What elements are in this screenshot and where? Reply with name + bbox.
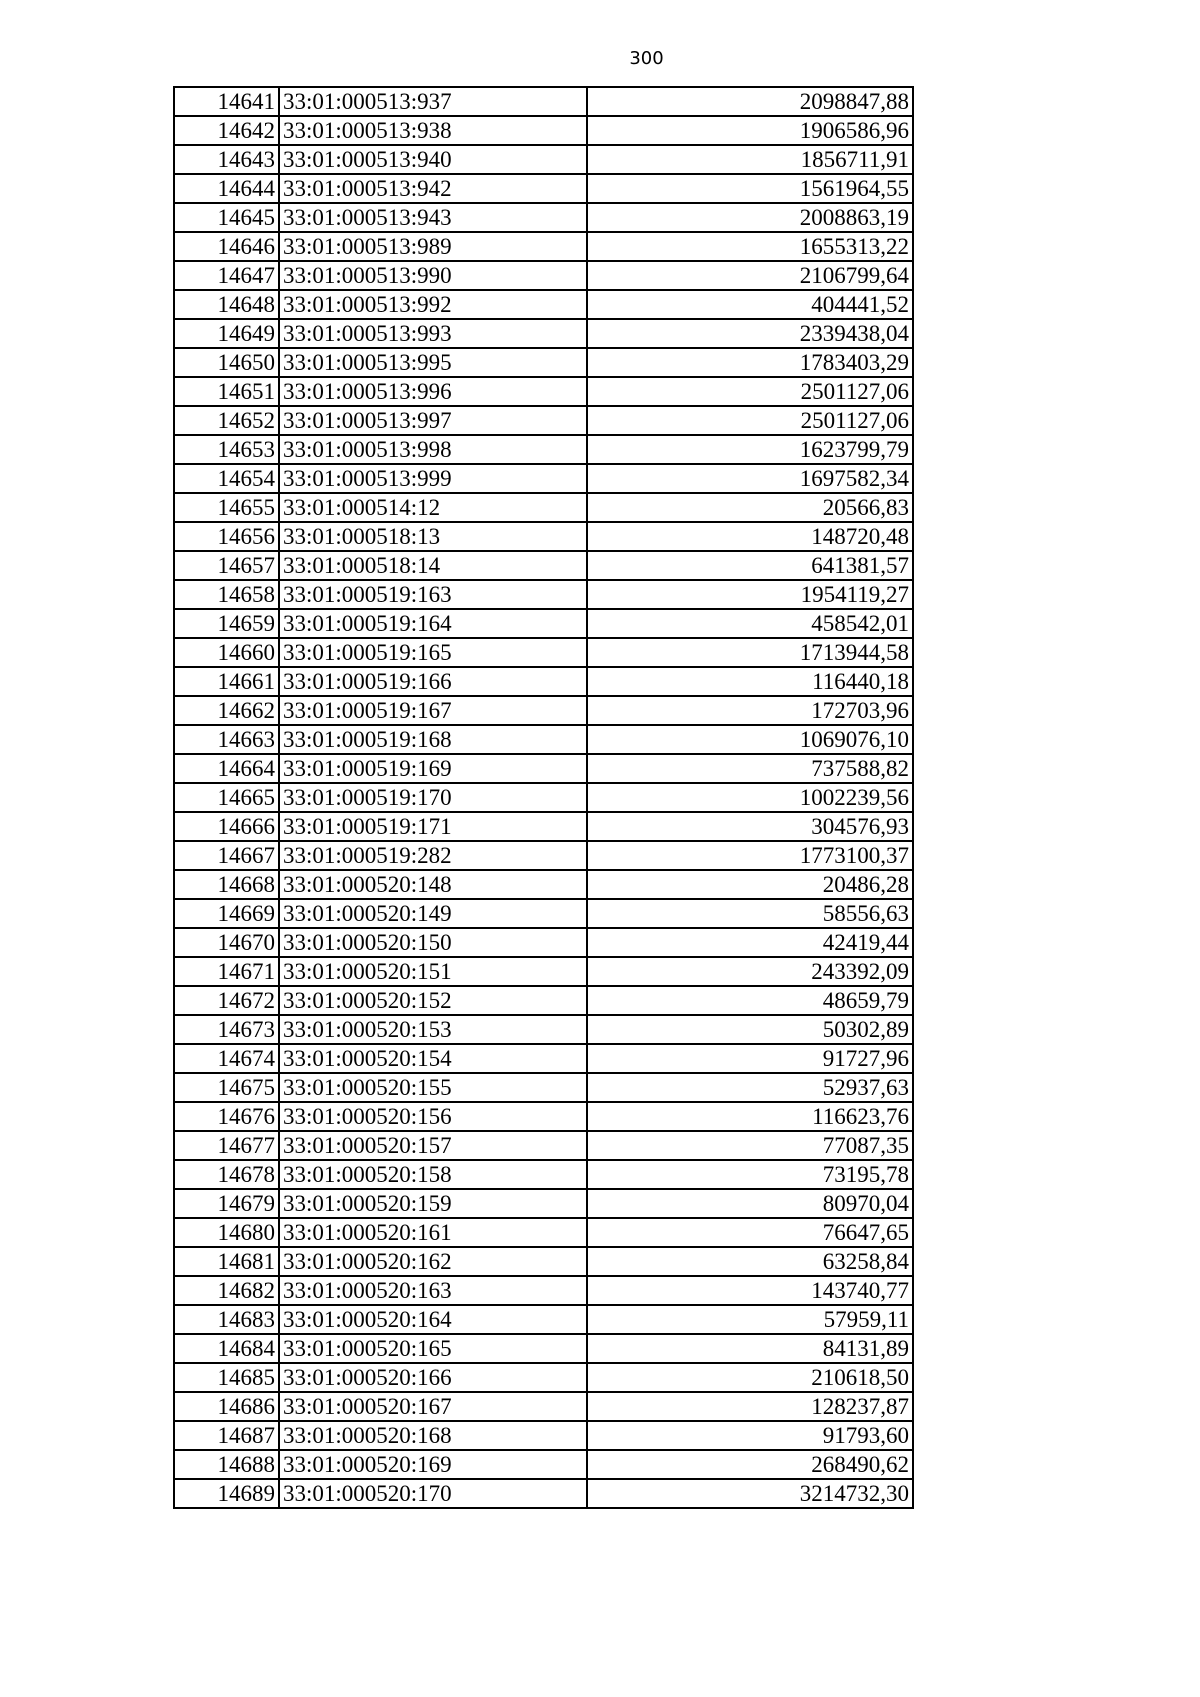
row-number-cell: 14646 bbox=[174, 232, 279, 261]
cadastral-number-cell: 33:01:000513:992 bbox=[279, 290, 587, 319]
cadastral-value-cell: 2501127,06 bbox=[587, 406, 913, 435]
cadastral-number-cell: 33:01:000513:940 bbox=[279, 145, 587, 174]
row-number-cell: 14687 bbox=[174, 1421, 279, 1450]
table-row bbox=[174, 986, 913, 1015]
cadastral-value-cell: 2106799,64 bbox=[587, 261, 913, 290]
row-number-cell: 14647 bbox=[174, 261, 279, 290]
cadastral-value-cell: 3214732,30 bbox=[587, 1479, 913, 1508]
cadastral-number-cell: 33:01:000513:997 bbox=[279, 406, 587, 435]
table-row bbox=[174, 667, 913, 696]
table-row bbox=[174, 841, 913, 870]
cadastral-number-cell: 33:01:000520:166 bbox=[279, 1363, 587, 1392]
row-number-cell: 14662 bbox=[174, 696, 279, 725]
cadastral-value-cell: 116623,76 bbox=[587, 1102, 913, 1131]
row-number-cell: 14674 bbox=[174, 1044, 279, 1073]
row-number-cell: 14641 bbox=[174, 87, 279, 116]
cadastral-number-cell: 33:01:000513:942 bbox=[279, 174, 587, 203]
cadastral-number-cell: 33:01:000520:163 bbox=[279, 1276, 587, 1305]
cadastral-number-cell: 33:01:000513:938 bbox=[279, 116, 587, 145]
row-number-cell: 14669 bbox=[174, 899, 279, 928]
table-row bbox=[174, 174, 913, 203]
table-row bbox=[174, 290, 913, 319]
cadastral-number-cell: 33:01:000519:282 bbox=[279, 841, 587, 870]
row-number-cell: 14679 bbox=[174, 1189, 279, 1218]
table-row bbox=[174, 1305, 913, 1334]
cadastral-number-cell: 33:01:000513:943 bbox=[279, 203, 587, 232]
cadastral-value-cell: 1906586,96 bbox=[587, 116, 913, 145]
cadastral-value-cell: 1623799,79 bbox=[587, 435, 913, 464]
cadastral-value-cell: 737588,82 bbox=[587, 754, 913, 783]
table-row bbox=[174, 1421, 913, 1450]
row-number-cell: 14678 bbox=[174, 1160, 279, 1189]
cadastral-value-cell: 58556,63 bbox=[587, 899, 913, 928]
table-row bbox=[174, 1102, 913, 1131]
row-number-cell: 14650 bbox=[174, 348, 279, 377]
cadastral-value-cell: 2501127,06 bbox=[587, 377, 913, 406]
row-number-cell: 14683 bbox=[174, 1305, 279, 1334]
table-row bbox=[174, 1392, 913, 1421]
table-row bbox=[174, 116, 913, 145]
cadastral-number-cell: 33:01:000520:153 bbox=[279, 1015, 587, 1044]
cadastral-number-cell: 33:01:000520:154 bbox=[279, 1044, 587, 1073]
row-number-cell: 14654 bbox=[174, 464, 279, 493]
table-row bbox=[174, 435, 913, 464]
table-row bbox=[174, 319, 913, 348]
cadastral-number-cell: 33:01:000520:161 bbox=[279, 1218, 587, 1247]
table-row bbox=[174, 1247, 913, 1276]
table-row bbox=[174, 464, 913, 493]
cadastral-value-cell: 20566,83 bbox=[587, 493, 913, 522]
cadastral-value-cell: 63258,84 bbox=[587, 1247, 913, 1276]
cadastral-number-cell: 33:01:000519:170 bbox=[279, 783, 587, 812]
cadastral-value-cell: 116440,18 bbox=[587, 667, 913, 696]
cadastral-value-cell: 1773100,37 bbox=[587, 841, 913, 870]
cadastral-number-cell: 33:01:000513:990 bbox=[279, 261, 587, 290]
cadastral-value-cell: 2098847,88 bbox=[587, 87, 913, 116]
table-row bbox=[174, 232, 913, 261]
cadastral-number-cell: 33:01:000520:165 bbox=[279, 1334, 587, 1363]
cadastral-value-cell: 48659,79 bbox=[587, 986, 913, 1015]
row-number-cell: 14680 bbox=[174, 1218, 279, 1247]
table-row bbox=[174, 377, 913, 406]
cadastral-value-cell: 128237,87 bbox=[587, 1392, 913, 1421]
cadastral-value-cell: 52937,63 bbox=[587, 1073, 913, 1102]
cadastral-number-cell: 33:01:000520:159 bbox=[279, 1189, 587, 1218]
table-row bbox=[174, 406, 913, 435]
page-number: 300 bbox=[629, 48, 664, 69]
cadastral-value-cell: 1069076,10 bbox=[587, 725, 913, 754]
row-number-cell: 14667 bbox=[174, 841, 279, 870]
row-number-cell: 14670 bbox=[174, 928, 279, 957]
cadastral-number-cell: 33:01:000520:164 bbox=[279, 1305, 587, 1334]
table-row bbox=[174, 1044, 913, 1073]
row-number-cell: 14658 bbox=[174, 580, 279, 609]
table-row bbox=[174, 1479, 913, 1508]
cadastral-number-cell: 33:01:000514:12 bbox=[279, 493, 587, 522]
cadastral-number-cell: 33:01:000520:152 bbox=[279, 986, 587, 1015]
table-row bbox=[174, 551, 913, 580]
cadastral-value-cell: 458542,01 bbox=[587, 609, 913, 638]
table-row bbox=[174, 812, 913, 841]
table-row bbox=[174, 87, 913, 116]
cadastral-number-cell: 33:01:000520:170 bbox=[279, 1479, 587, 1508]
cadastral-number-cell: 33:01:000520:155 bbox=[279, 1073, 587, 1102]
cadastral-number-cell: 33:01:000518:13 bbox=[279, 522, 587, 551]
row-number-cell: 14688 bbox=[174, 1450, 279, 1479]
cadastral-value-cell: 91727,96 bbox=[587, 1044, 913, 1073]
cadastral-number-cell: 33:01:000518:14 bbox=[279, 551, 587, 580]
cadastral-number-cell: 33:01:000519:169 bbox=[279, 754, 587, 783]
cadastral-value-cell: 1783403,29 bbox=[587, 348, 913, 377]
cadastral-number-cell: 33:01:000520:157 bbox=[279, 1131, 587, 1160]
table-row bbox=[174, 1073, 913, 1102]
row-number-cell: 14657 bbox=[174, 551, 279, 580]
cadastral-value-cell: 2339438,04 bbox=[587, 319, 913, 348]
row-number-cell: 14656 bbox=[174, 522, 279, 551]
cadastral-value-cell: 20486,28 bbox=[587, 870, 913, 899]
row-number-cell: 14652 bbox=[174, 406, 279, 435]
row-number-cell: 14682 bbox=[174, 1276, 279, 1305]
cadastral-number-cell: 33:01:000520:162 bbox=[279, 1247, 587, 1276]
cadastral-number-cell: 33:01:000520:156 bbox=[279, 1102, 587, 1131]
cadastral-number-cell: 33:01:000513:989 bbox=[279, 232, 587, 261]
table-row bbox=[174, 783, 913, 812]
cadastral-value-cell: 42419,44 bbox=[587, 928, 913, 957]
row-number-cell: 14660 bbox=[174, 638, 279, 667]
cadastral-value-cell: 50302,89 bbox=[587, 1015, 913, 1044]
table-row bbox=[174, 754, 913, 783]
row-number-cell: 14675 bbox=[174, 1073, 279, 1102]
row-number-cell: 14642 bbox=[174, 116, 279, 145]
cadastral-number-cell: 33:01:000520:158 bbox=[279, 1160, 587, 1189]
cadastral-number-cell: 33:01:000519:166 bbox=[279, 667, 587, 696]
row-number-cell: 14686 bbox=[174, 1392, 279, 1421]
table-row bbox=[174, 1450, 913, 1479]
cadastral-number-cell: 33:01:000519:168 bbox=[279, 725, 587, 754]
row-number-cell: 14676 bbox=[174, 1102, 279, 1131]
cadastral-value-cell: 404441,52 bbox=[587, 290, 913, 319]
cadastral-number-cell: 33:01:000519:167 bbox=[279, 696, 587, 725]
table-row bbox=[174, 638, 913, 667]
row-number-cell: 14644 bbox=[174, 174, 279, 203]
cadastral-number-cell: 33:01:000519:165 bbox=[279, 638, 587, 667]
cadastral-value-cell: 91793,60 bbox=[587, 1421, 913, 1450]
row-number-cell: 14663 bbox=[174, 725, 279, 754]
table-row bbox=[174, 609, 913, 638]
table-row bbox=[174, 1131, 913, 1160]
cadastral-number-cell: 33:01:000519:171 bbox=[279, 812, 587, 841]
cadastral-number-cell: 33:01:000513:937 bbox=[279, 87, 587, 116]
cadastral-number-cell: 33:01:000513:996 bbox=[279, 377, 587, 406]
table-row bbox=[174, 899, 913, 928]
cadastral-value-cell: 73195,78 bbox=[587, 1160, 913, 1189]
table-row bbox=[174, 928, 913, 957]
row-number-cell: 14677 bbox=[174, 1131, 279, 1160]
table-row bbox=[174, 870, 913, 899]
cadastral-value-cell: 1655313,22 bbox=[587, 232, 913, 261]
row-number-cell: 14655 bbox=[174, 493, 279, 522]
cadastral-value-cell: 57959,11 bbox=[587, 1305, 913, 1334]
cadastral-value-cell: 80970,04 bbox=[587, 1189, 913, 1218]
row-number-cell: 14673 bbox=[174, 1015, 279, 1044]
table-row bbox=[174, 580, 913, 609]
row-number-cell: 14653 bbox=[174, 435, 279, 464]
row-number-cell: 14684 bbox=[174, 1334, 279, 1363]
cadastral-value-cell: 1713944,58 bbox=[587, 638, 913, 667]
cadastral-value-cell: 304576,93 bbox=[587, 812, 913, 841]
row-number-cell: 14668 bbox=[174, 870, 279, 899]
table-row bbox=[174, 493, 913, 522]
table-row bbox=[174, 1218, 913, 1247]
table-row bbox=[174, 261, 913, 290]
row-number-cell: 14661 bbox=[174, 667, 279, 696]
table-row bbox=[174, 145, 913, 174]
cadastral-value-cell: 143740,77 bbox=[587, 1276, 913, 1305]
row-number-cell: 14681 bbox=[174, 1247, 279, 1276]
row-number-cell: 14648 bbox=[174, 290, 279, 319]
row-number-cell: 14671 bbox=[174, 957, 279, 986]
cadastral-value-cell: 84131,89 bbox=[587, 1334, 913, 1363]
table-row bbox=[174, 1189, 913, 1218]
cadastral-number-cell: 33:01:000519:163 bbox=[279, 580, 587, 609]
table-row bbox=[174, 696, 913, 725]
row-number-cell: 14664 bbox=[174, 754, 279, 783]
cadastral-number-cell: 33:01:000520:168 bbox=[279, 1421, 587, 1450]
row-number-cell: 14672 bbox=[174, 986, 279, 1015]
cadastral-value-cell: 243392,09 bbox=[587, 957, 913, 986]
cadastral-number-cell: 33:01:000520:169 bbox=[279, 1450, 587, 1479]
cadastral-value-cell: 1954119,27 bbox=[587, 580, 913, 609]
cadastral-number-cell: 33:01:000513:999 bbox=[279, 464, 587, 493]
table-row bbox=[174, 522, 913, 551]
table-body bbox=[174, 87, 913, 1508]
cadastral-value-cell: 1561964,55 bbox=[587, 174, 913, 203]
cadastral-value-cell: 1697582,34 bbox=[587, 464, 913, 493]
row-number-cell: 14689 bbox=[174, 1479, 279, 1508]
cadastral-value-cell: 1856711,91 bbox=[587, 145, 913, 174]
row-number-cell: 14645 bbox=[174, 203, 279, 232]
cadastral-value-cell: 76647,65 bbox=[587, 1218, 913, 1247]
cadastral-value-cell: 641381,57 bbox=[587, 551, 913, 580]
cadastral-number-cell: 33:01:000513:993 bbox=[279, 319, 587, 348]
row-number-cell: 14665 bbox=[174, 783, 279, 812]
table-row bbox=[174, 1276, 913, 1305]
table-row bbox=[174, 1160, 913, 1189]
table-row bbox=[174, 725, 913, 754]
cadastral-value-table bbox=[173, 86, 914, 1509]
table-row bbox=[174, 348, 913, 377]
table-row bbox=[174, 1334, 913, 1363]
row-number-cell: 14649 bbox=[174, 319, 279, 348]
row-number-cell: 14666 bbox=[174, 812, 279, 841]
cadastral-number-cell: 33:01:000520:167 bbox=[279, 1392, 587, 1421]
cadastral-value-cell: 210618,50 bbox=[587, 1363, 913, 1392]
cadastral-value-cell: 2008863,19 bbox=[587, 203, 913, 232]
row-number-cell: 14659 bbox=[174, 609, 279, 638]
row-number-cell: 14685 bbox=[174, 1363, 279, 1392]
cadastral-number-cell: 33:01:000520:149 bbox=[279, 899, 587, 928]
cadastral-number-cell: 33:01:000513:998 bbox=[279, 435, 587, 464]
row-number-cell: 14643 bbox=[174, 145, 279, 174]
cadastral-value-cell: 148720,48 bbox=[587, 522, 913, 551]
cadastral-value-cell: 172703,96 bbox=[587, 696, 913, 725]
cadastral-value-cell: 77087,35 bbox=[587, 1131, 913, 1160]
row-number-cell: 14651 bbox=[174, 377, 279, 406]
table-row bbox=[174, 1015, 913, 1044]
cadastral-number-cell: 33:01:000520:148 bbox=[279, 870, 587, 899]
cadastral-number-cell: 33:01:000520:150 bbox=[279, 928, 587, 957]
cadastral-number-cell: 33:01:000519:164 bbox=[279, 609, 587, 638]
table-row bbox=[174, 1363, 913, 1392]
cadastral-value-cell: 1002239,56 bbox=[587, 783, 913, 812]
cadastral-number-cell: 33:01:000520:151 bbox=[279, 957, 587, 986]
table-row bbox=[174, 957, 913, 986]
cadastral-value-cell: 268490,62 bbox=[587, 1450, 913, 1479]
cadastral-number-cell: 33:01:000513:995 bbox=[279, 348, 587, 377]
table-row bbox=[174, 203, 913, 232]
